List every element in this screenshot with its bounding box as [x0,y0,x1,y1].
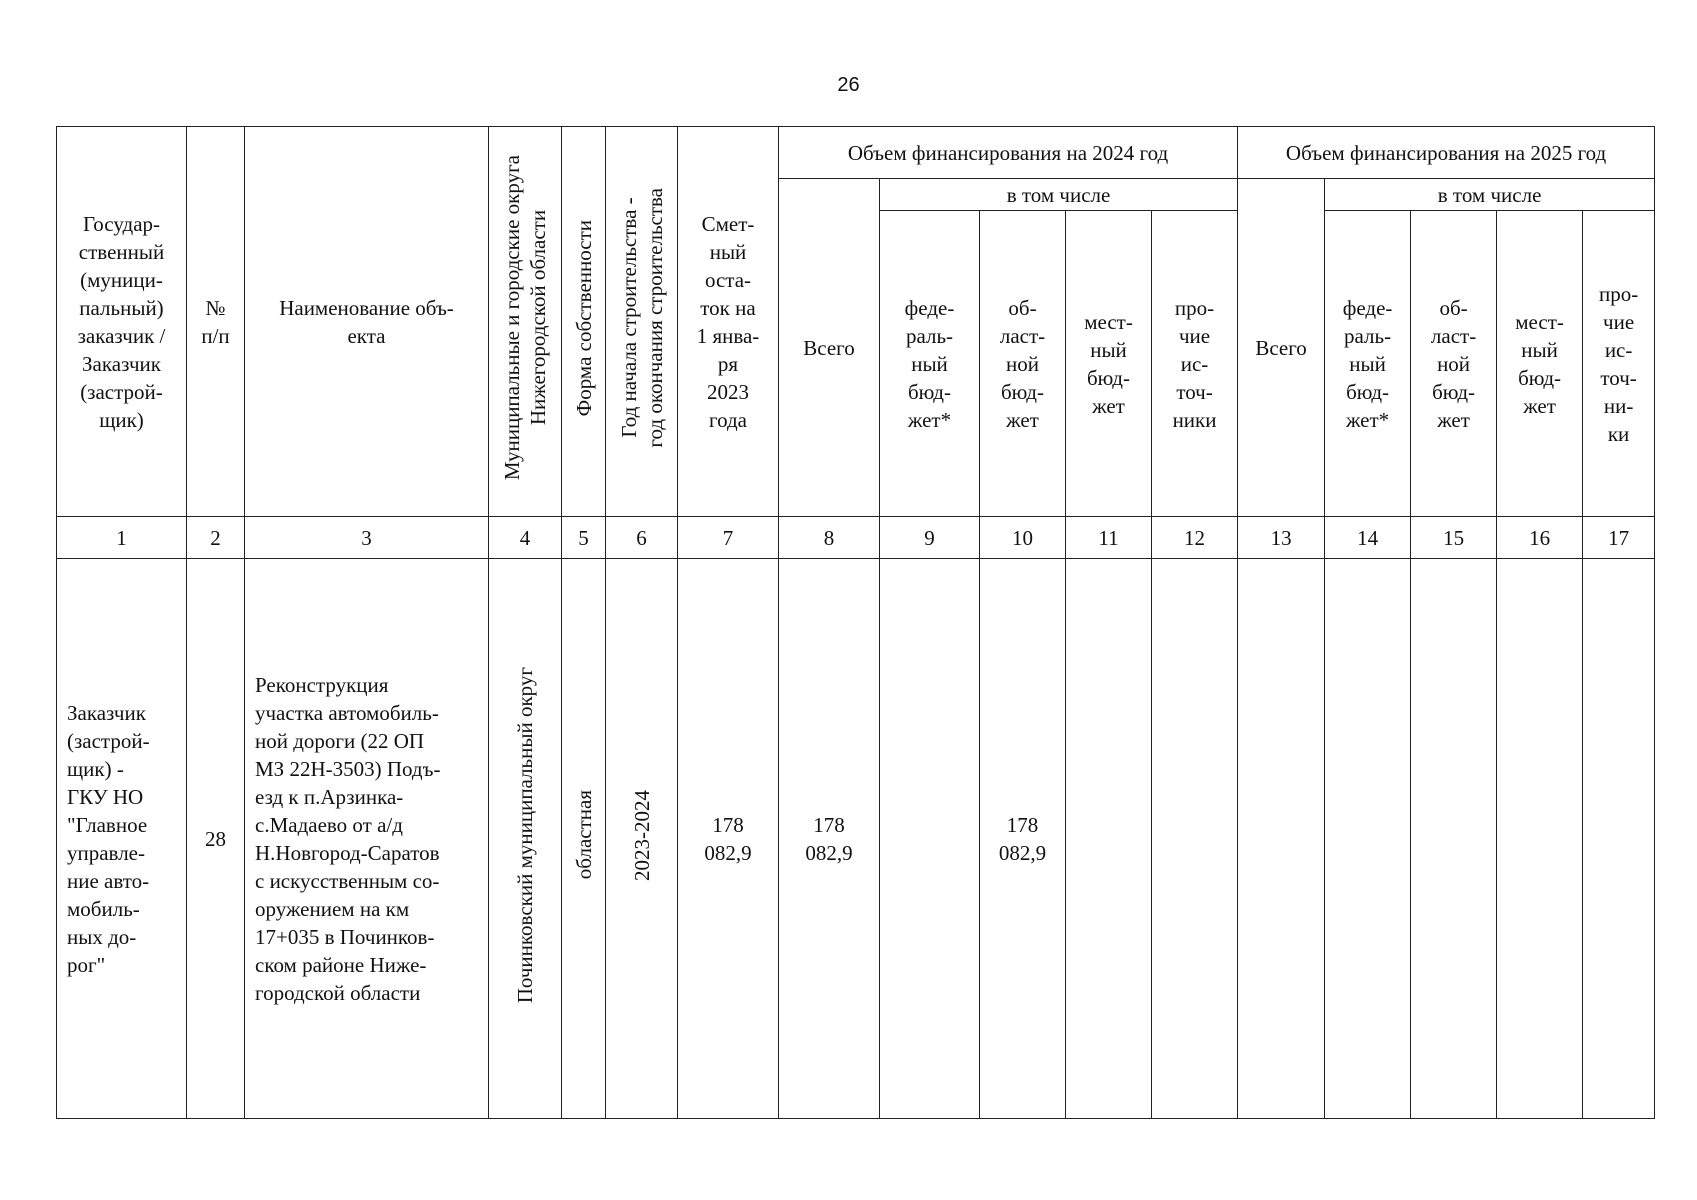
header-other-2025: про- чие ис- точ- ни- ки [1583,211,1655,517]
row-local-2024 [1066,559,1152,1119]
column-number: 1 [57,517,187,559]
row-object-name: Реконструкция участка автомобиль- ной дороги (22 ОП МЗ 22Н-3503) Подъ- езд к п.Арзинка- с.Мадаево от а/д Н.Новгород-Саратов с искусственным со- оружением на км 17+035 в Починков- ском районе Ниже- городской области [245,559,489,1119]
column-number: 9 [880,517,980,559]
row-total-2024: 178 082,9 [779,559,880,1119]
column-number: 15 [1411,517,1497,559]
row-number: 28 [187,559,245,1119]
header-federal-2024: феде- раль- ный бюд- жет* [880,211,980,517]
row-other-2024 [1152,559,1238,1119]
header-including-2024: в том числе [880,179,1238,211]
header-municipal-district: Муниципальные и городские округа Нижегородской области [489,127,562,517]
column-number: 12 [1152,517,1238,559]
row-regional-2025 [1411,559,1497,1119]
row-federal-2025 [1325,559,1411,1119]
header-construction-years: Год начала строительства - год окончания строительства [606,127,678,517]
header-federal-2025: феде- раль- ный бюд- жет* [1325,211,1411,517]
header-funding-2024: Объем финансирования на 2024 год [779,127,1238,179]
table-row [57,559,1655,1119]
column-number: 13 [1238,517,1325,559]
column-number: 4 [489,517,562,559]
column-number: 10 [980,517,1066,559]
header-number: № п/п [187,127,245,517]
financing-table [56,126,1655,1119]
column-number-row [57,517,1655,559]
header-including-2025: в том числе [1325,179,1655,211]
row-customer: Заказчик (застрой- щик) - ГКУ НО "Главное управле- ние авто- мобиль- ных до- рог" [57,559,187,1119]
header-estimated-remainder: Смет- ный оста- ток на 1 янва- ря 2023 года [678,127,779,517]
row-local-2025 [1497,559,1583,1119]
header-regional-2025: об- ласт- ной бюд- жет [1411,211,1497,517]
column-number: 17 [1583,517,1655,559]
row-municipal-district: Починковский муниципальный округ [489,559,562,1119]
header-local-2024: мест- ный бюд- жет [1066,211,1152,517]
column-number: 2 [187,517,245,559]
header-object-name: Наименование объ- екта [245,127,489,517]
row-total-2025 [1238,559,1325,1119]
header-other-2024: про- чие ис- точ- ники [1152,211,1238,517]
row-estimated-remainder: 178 082,9 [678,559,779,1119]
header-total-2024: Всего [779,179,880,517]
column-number: 5 [562,517,606,559]
header-customer: Государ- ственный (муници- пальный) заказчик / Заказчик (застрой- щик) [57,127,187,517]
row-construction-years: 2023-2024 [606,559,678,1119]
column-number: 14 [1325,517,1411,559]
row-federal-2024 [880,559,980,1119]
page-number: 26 [837,74,860,96]
header-local-2025: мест- ный бюд- жет [1497,211,1583,517]
header-total-2025: Всего [1238,179,1325,517]
column-number: 6 [606,517,678,559]
row-ownership: областная [562,559,606,1119]
column-number: 11 [1066,517,1152,559]
header-regional-2024: об- ласт- ной бюд- жет [980,211,1066,517]
header-ownership: Форма собственности [562,127,606,517]
column-number: 16 [1497,517,1583,559]
header-funding-2025: Объем финансирования на 2025 год [1238,127,1655,179]
column-number: 3 [245,517,489,559]
column-number: 8 [779,517,880,559]
column-number: 7 [678,517,779,559]
row-regional-2024: 178 082,9 [980,559,1066,1119]
row-other-2025 [1583,559,1655,1119]
